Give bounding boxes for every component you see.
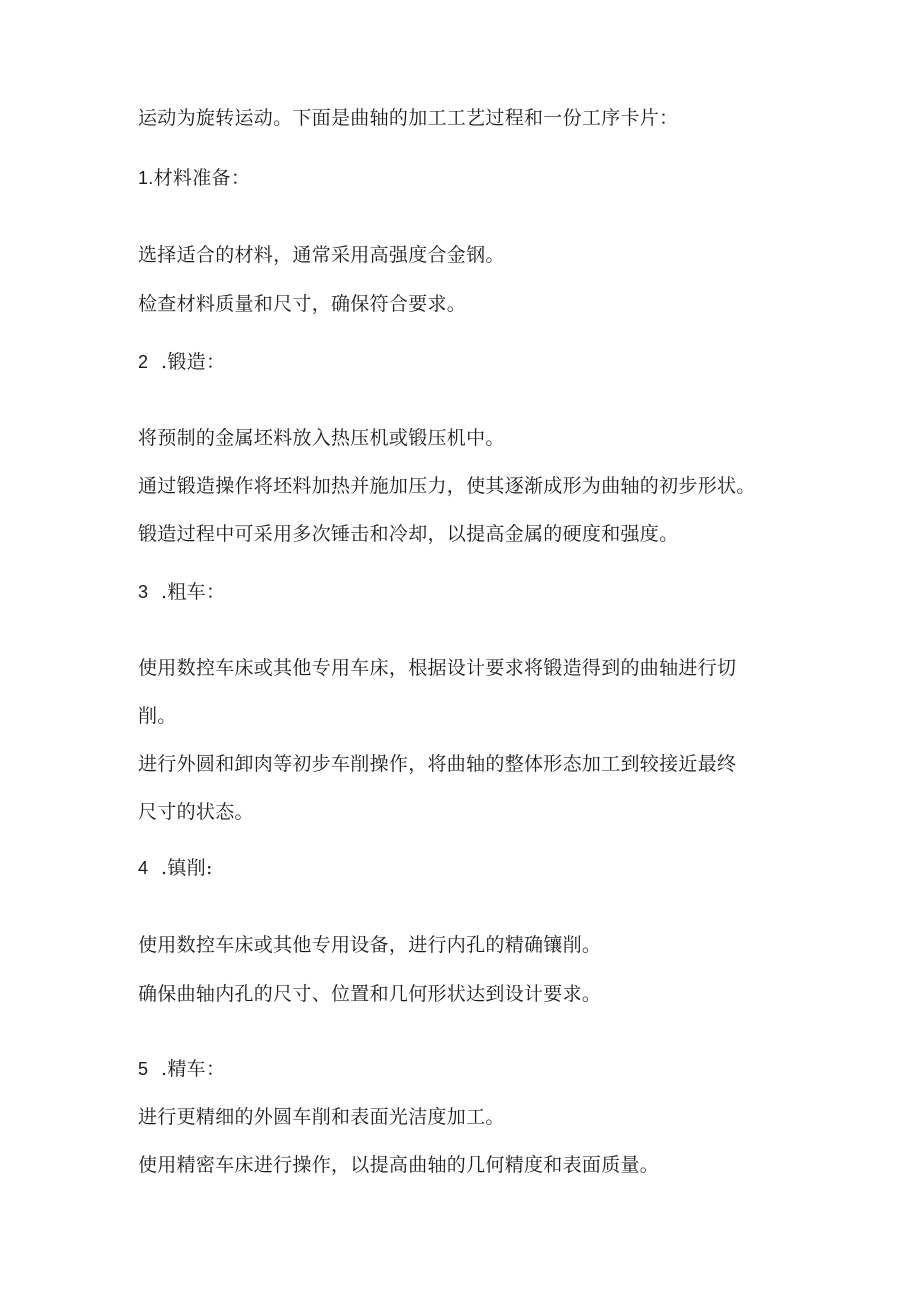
- paragraph: 进行更精细的外圆车削和表面光洁度加工。: [138, 1106, 505, 1128]
- paragraph: 通过锻造操作将坯料加热并施加压力，使其逐渐成形为曲轴的初步形状。: [138, 475, 756, 497]
- section-heading: [138, 856, 213, 880]
- paragraph: 进行外圆和卸肉等初步车削操作，将曲轴的整体形态加工到较接近最终: [138, 753, 737, 775]
- section-title: .精车：: [161, 1058, 226, 1080]
- paragraph: 确保曲轴内孔的尺寸、位置和几何形状达到设计要求。: [138, 983, 602, 1005]
- section-heading: [138, 166, 250, 190]
- intro-text: 运动为旋转运动。下面是曲轴的加工工艺过程和一份工序卡片：: [138, 107, 679, 129]
- section-title: 材料准备：: [153, 167, 251, 189]
- section-number: 2: [138, 352, 149, 372]
- paragraph: 检查材料质量和尺寸，确保符合要求。: [138, 293, 467, 315]
- paragraph: 选择适合的材料，通常采用高强度合金钢。: [138, 244, 505, 266]
- section-title: .粗车：: [161, 581, 226, 603]
- paragraph: 使用数控车床或其他专用车床，根据设计要求将锻造得到的曲轴进行切: [138, 657, 737, 679]
- paragraph: 削。: [138, 705, 177, 727]
- paragraph: 使用精密车床进行操作，以提高曲轴的几何精度和表面质量。: [138, 1154, 660, 1176]
- section-title: .锻造：: [161, 351, 226, 373]
- section-heading: [138, 1057, 225, 1081]
- section-title: .镇削:: [161, 857, 213, 879]
- paragraph: 锻造过程中可采用多次锤击和冷却，以提高金属的硬度和强度。: [138, 523, 679, 545]
- section-number: 3: [138, 582, 149, 602]
- section-heading: [138, 580, 225, 604]
- section-number: 1.: [138, 168, 154, 188]
- paragraph: 使用数控车床或其他专用设备，进行内孔的精确镶削。: [138, 934, 602, 956]
- paragraph: 尺寸的状态。: [138, 801, 254, 823]
- section-number: 5: [138, 1059, 149, 1079]
- section-number: 4: [138, 858, 149, 878]
- paragraph: 将预制的金属坯料放入热压机或锻压机中。: [138, 427, 505, 449]
- section-heading: [138, 350, 225, 374]
